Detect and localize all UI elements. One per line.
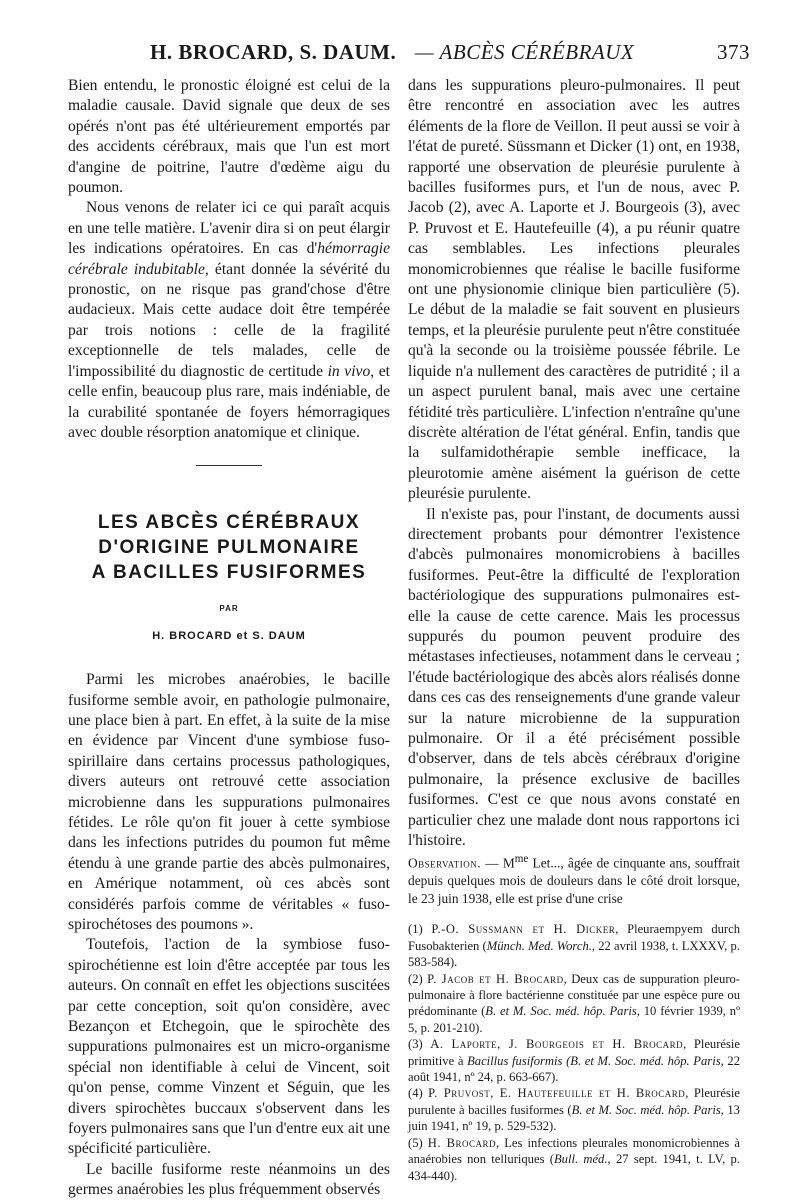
text-span: , 27 sept. 1941, t. LV, p. 434-440). [408,1152,740,1183]
paragraph [68,198,390,443]
footnote-journal: B. et M. Soc. méd. hôp. Paris [485,1004,637,1019]
article-authors: H. BROCARD et S. DAUM [152,629,306,642]
italic-span: hémorragie cérébrale indubitable [68,240,390,278]
left-column [68,76,390,1201]
section-divider [196,465,262,466]
article-title [68,510,390,585]
paragraph: Toutefois, l'action de la symbiose fuso-spirochétienne est loin d'être acceptée par tous les auteurs. On connaît en effet les objections suscitées par cette conception, soit qu'on considère, avec Bezançon et Etchegoin, que le spirochète des suppurations pulmonaires est un micro-organisme spécial non identifiable à celui de Vincent, soit qu'on pense, comme Vinzent et Séguin, que les divers spirochètes buccaux s'observent dans les foyers pulmonaires sans que l'un d'entre eux ait une spécificité particulière. [68,936,390,1158]
footnote-journal: Bull. méd. [553,1152,608,1167]
footnote-number: (3) [408,1037,431,1052]
text-span: — M [481,855,515,871]
footnote-journal: Münch. Med. Worch. [486,938,592,953]
text-span: , Pleuraempyem durch Fusobakterien ( [408,922,740,953]
page-number: 373 [717,40,750,64]
text-span: , Pleurésie primitive à [408,1037,740,1068]
text-span: Nous venons de relater ici ce qui paraît acquis en une telle matière. L'avenir dira si on peut élargir les indications opératoires. En cas d' [68,199,390,258]
footnote [408,1085,740,1134]
text-span: Let..., âgée de cinquante ans, souffrait depuis quelques mois de douleurs dans le côté droit lorsque, le 23 juin 1938, elle est prise d'une crise [408,855,741,906]
text-span: , 22 août 1941, nº 24, p. 663-667). [408,1053,741,1085]
header-section-title: — ABCÈS CÉRÉBRAUX [415,40,635,64]
footnote-journal: Bacillus fusiformis (B. et M. Soc. méd. hôp. Paris [467,1053,721,1068]
observation-label: Observation. [408,855,482,871]
paragraph: Parmi les microbes anaérobies, le bacille fusiforme semble avoir, en pathologie pulmonaire, une place bien à part. En effet, à la suite de la mise en évidence par Vincent d'une symbiose fuso-spirillaire dans certains processus pathologiques, divers auteurs ont retrouvé cette association microbienne dans les suppurations pulmonaires fétides. Le rôle qu'on fit jouer à cette symbiose dans les infections putrides du poumon fut même étendu à une grande partie des abcès pulmonaires, en Amérique notamment, où ces abcès sont considérés parfois comme de véritables « fuso-spirochétoses des poumons ». [68,671,390,933]
footnote-journal: B. et M. Soc. méd. hôp. Paris [571,1102,721,1117]
text-span: , Pleurésie purulente à bacilles fusiformes ( [408,1086,740,1117]
article-title-line: A BACILLES FUSIFORMES [91,562,367,584]
footnote-authors: P. Pruvost, E. Hautefeuille et H. Brocard [428,1086,686,1101]
text-span: , 22 avril 1938, t. LXXXV, p. 583-584). [408,938,740,970]
footnote [408,1036,740,1085]
footnote-authors: P.-O. Sussmann et H. Dicker [431,922,616,937]
footnote [408,1135,740,1184]
by-label: PAR [219,604,239,614]
footnote-number: (1) [408,922,432,937]
footnote [408,921,740,970]
text-span: , Les infections pleurales monomicrobiennes à anaérobies non telluriques ( [408,1135,740,1167]
paragraph: Bien entendu, le pronostic éloigné est celui de la maladie causale. David signale que deux de ses opérés n'ont pas été ultérieurement emportés par des accidents cérébraux, mais que l'un est mort d'angine de poitrine, l'autre d'œdème aigu du poumon. [68,77,390,197]
text-span: , Deux cas de suppuration pleuro-pulmonaire à flore bactérienne constituée par une espèce pure ou prédominante ( [408,971,740,1019]
paragraph: dans les suppurations pleuro-pulmonaires. Il peut être rencontré en association avec les autres éléments de la flore de Veillon. Il peut aussi se voir à l'état de pureté. Süssmann et Dicker (1) ont, en 1938, rapporté une observation de pleurésie purulente à bacilles fusiformes purs, et l'un de nous, avec P. Jacob (2), avec A. Laporte et J. Bourgeois (3), avec P. Pruvost et E. Hautefeuille (4), a pu réunir quatre cas semblables. Les infections pleurales monomicrobiennes que réalise le bacille fusiforme ont une physionomie clinique bien particulière (5). Le début de la maladie se fait souvent en plusieurs temps, et la pleurésie purulente peut n'être constituée qu'à la seconde ou la troisième poussée fébrile. Le liquide n'a nullement des caractères de putridité ; il a un aspect purulent banal, mais avec une certaine fétidité très particulière. L'infection n'entraîne qu'une discrète altération de l'état général. Enfin, tandis que la sulfamidothérapie semble inefficace, la pleurotomie amène aisément la guérison de cette pleurésie purulente. [408,77,740,503]
paragraph: Il n'existe pas, pour l'instant, de documents aussi directement probants pour démontrer l'existence d'abcès pulmonaires monomicrobiens à bacilles fusiformes. Peut-être la difficulté de l'exploration bactériologique des suppurations pulmonaires est-elle la cause de cette carence. Mais les processus suppurés du poumon peuvent produire des métastases infectieuses, notamment dans le cerveau ; l'étude bactériologique des abcès alors réalisés donne dans ces cas des renseignements d'une grande valeur sur la nature microbienne de la suppuration pulmonaire. Or il a été précisément possible d'observer, dans de tels abcès cérébraux d'origine pulmonaire, la présence exclusive de bacilles fusiformes. C'est ce que nous avons constaté en particulier chez une malade dont nous rapportons ici l'histoire. [408,505,740,850]
footnote-authors: A. Laporte, J. Bourgeois et H. Brocard [430,1037,684,1052]
footnote-number: (2) [408,971,428,986]
article-title-line: LES ABCÈS CÉRÉBRAUX [97,512,361,534]
observation-paragraph [408,851,740,907]
footnote-authors: P. Jacob et H. Brocard [427,971,564,986]
superscript: me [514,853,529,866]
running-header [150,40,750,72]
text-span: , 13 juin 1941, nº 19, p. 529-532). [408,1102,740,1134]
right-column [408,76,740,1184]
text-span: , et celle enfin, beaucoup plus rare, mais indéniable, de la curabilité spontanée de foyers hémorragiques avec double résorption anatomique et clinique. [68,362,390,441]
header-authors: H. BROCARD, S. DAUM. [150,40,397,64]
text-span: , étant donnée la sévérité du pronostic, on ne risque pas grand'chose d'être audacieux. Mais cette audace doit être tempérée par trois notions : celle de la fragilité exceptionnelle de tels malades, celle de l'impossibilité du diagnostic de certitude [68,260,390,380]
paragraph: Le bacille fusiforme reste néanmoins un des germes anaérobies les plus fréquemment observés [68,1160,390,1199]
footnote [408,971,740,1037]
italic-span: in vivo [327,362,371,380]
footnotes [408,921,740,1184]
footnote-number: (5) [408,1135,428,1150]
footnote-authors: H. Brocard [427,1135,496,1150]
article-title-line: D'ORIGINE PULMONAIRE [98,537,360,559]
footnote-number: (4) [408,1086,429,1101]
text-span: , 10 février 1939, nº 5, p. 201-210). [408,1004,740,1035]
